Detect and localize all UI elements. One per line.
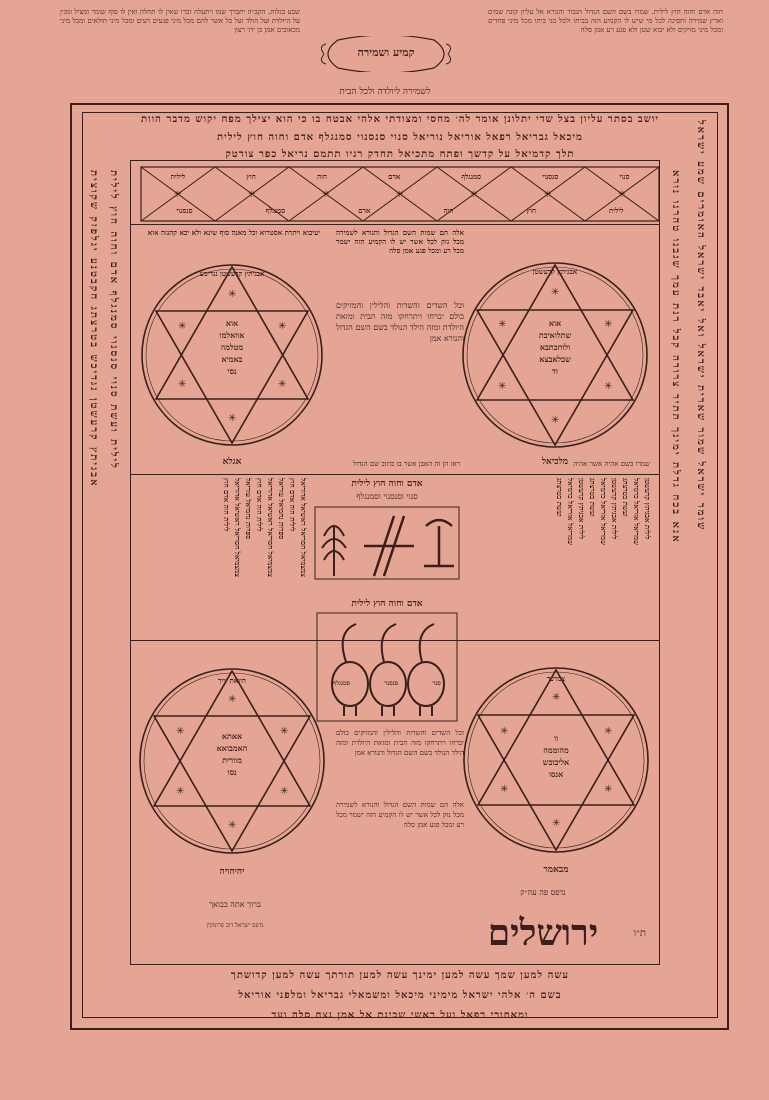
column-text: צמצמיאל חסריאל ראשיאל אדוריאל: [266, 478, 275, 577]
border-bottom-line-1: עשה למען שמך עשה למען ימינך עשה למען תורתך עשה למען קדושתך: [230, 970, 570, 981]
svg-text:✳: ✳: [178, 321, 187, 332]
border-left-inner: לילית ועשת סנוי סנסנוי סמנגלף אדם וחוה חוץ לילית: [108, 170, 119, 470]
lattice-word: חוה: [443, 206, 454, 215]
svg-text:✳: ✳: [322, 190, 330, 200]
svg-text:✳: ✳: [604, 319, 613, 330]
amulet-ring-text: אבגיתץ קרעשטן נגדיכש: [199, 269, 265, 278]
svg-text:✳: ✳: [248, 190, 256, 200]
three-figures-icon: [316, 612, 458, 722]
svg-text:✳: ✳: [228, 289, 237, 300]
lattice-word: סנסנוי: [176, 206, 193, 215]
amulet-center-line: אליבובש: [542, 757, 570, 767]
lattice-words-row: [140, 172, 660, 181]
amulet-center-line: שתלואיבת: [538, 330, 572, 340]
column-text: לילית אבגיתץ קרעשטן: [643, 478, 652, 540]
svg-text:✳: ✳: [500, 784, 509, 795]
lattice-word: חוץ: [246, 172, 256, 181]
lattice-word: לילית: [609, 206, 624, 215]
column-text: ספרות נחמיאל עזריאל: [244, 478, 253, 540]
border-left-outer: אבגיתץ קרעשטן נגדיכש בטרצתג חקבטנע יגלפזק שקוצית: [88, 170, 99, 488]
lattice-word: חוץ: [526, 206, 537, 215]
page-title: קמיע ושמירה: [357, 46, 415, 59]
mid-left-note: ראו הן זה האבן אשר בו כתוב שם הגדול: [352, 460, 460, 468]
column-text: לילית חוה אדם חוץ: [222, 478, 231, 532]
center-bottom-text-cont: אלה הם שמות השם הגדול והנורא לשמירה מכל נזק לכל אשר יש לו הקמיע הזה ישמר מכל רע ומכל פגע אמן סלה: [336, 801, 464, 829]
svg-text:✳: ✳: [618, 190, 626, 200]
amulet-top-left: [138, 255, 326, 455]
svg-text:✳: ✳: [552, 692, 561, 703]
border-bottom-line-2: בשם ה׳ אלהי ישראל מימיני מיכאל ומשמאלי גבריאל ומלפני אוריאל: [238, 990, 562, 1001]
svg-text:✳: ✳: [176, 786, 185, 797]
svg-text:✳: ✳: [178, 379, 187, 390]
page-subtitle: לשמירה ליולדה ולכל הבית: [339, 87, 431, 97]
border-right-inner: אנא בכח גדלת ימינך תתיר צרורה קבל רנת עמך שגבנו טהרנו נורא: [670, 170, 681, 544]
svg-text:✳: ✳: [228, 820, 237, 831]
blessing-line: ברוך אתה בבואך: [209, 900, 261, 909]
figure-label: סמנגלף: [333, 680, 350, 687]
lattice-word: סנסנוי: [542, 172, 559, 181]
printed-at: נדפס פה עה״ק: [520, 888, 566, 897]
column-text: ספרות נחמיאל עזריאל: [277, 478, 286, 540]
amulet-label: מלכיאל: [541, 457, 569, 467]
intro-left-text: יעיבוא ויתרת אסטרוא וכל מאנה סוף שינא ולא יכא קהנזה אוא: [147, 228, 320, 237]
mid-right-note: שמרו בשם אהיה אשר אהיה: [573, 460, 650, 468]
svg-text:✳: ✳: [228, 694, 237, 705]
center-bottom-text: וכל השדים והשדות והלילין והמזיקים כולם יברחו ויתרחקו מזה הבית ומזאת היולדת ומזה הילד הנולד בשם השם הגדול והנורא אמן: [336, 729, 464, 757]
svg-text:✳: ✳: [470, 190, 478, 200]
amulet-center-line: אוואלמו: [219, 330, 245, 340]
amulet-center-line: באמיא: [221, 354, 243, 364]
column-text: לילית אבגיתץ קרעשטן: [577, 478, 586, 540]
amulet-center-line: האמבואא: [216, 743, 248, 753]
svg-text:✳: ✳: [174, 190, 182, 200]
center-top-text: אלה הם שמות השם הגדול והנורא לשמירה מכל נזק לכל אשר יש לו הקמיע הזה ישמר מכל רע ומכל פגע אמן סלה: [336, 228, 464, 255]
column-text: שמריאל אזריאל כרמיאל: [632, 478, 641, 546]
amulet-center-line: אאתא: [221, 731, 243, 741]
amulet-center-line: מהוממה: [543, 745, 569, 755]
divider: [130, 640, 660, 641]
amulet-label: יהיהויה: [219, 867, 245, 877]
svg-text:✳: ✳: [176, 726, 185, 737]
lattice-word: סנוי: [619, 172, 630, 181]
column-text: שמריאל אזריאל כרמיאל: [566, 478, 575, 546]
amulet-center-line: אנסו: [548, 769, 564, 779]
amulet-center-line: שבלאבצא: [539, 354, 571, 364]
amulet-ring-text: אבגיתץ קרעשטן: [532, 267, 578, 276]
lattice-words-row-lower: [140, 206, 660, 215]
svg-text:✳: ✳: [278, 321, 287, 332]
city-name: ירושלים: [487, 912, 599, 954]
lattice-word: חוה: [317, 172, 327, 181]
border-bottom-line-3: ומאחורי רפאל ועל ראשי שכינת אל אמן נצח סלה ועד: [271, 1010, 529, 1021]
column-text: ועשת בטרצתג: [621, 478, 630, 517]
column-text: לילית חוה אדם חוץ: [288, 478, 297, 532]
amulet-label: אגלא: [222, 457, 242, 467]
column-text: ועשת בטרצתג: [555, 478, 564, 517]
column-text: לילית חוה אדם חוץ: [255, 478, 264, 532]
border-right-outer: שומר ישראל שמור שארית ישראל ואל יאבד ישראל האומרים שמע ישראל: [695, 120, 706, 532]
svg-text:✳: ✳: [552, 818, 561, 829]
header-right-text: חוה אדם וחוה חוץ לילית. שמרו בשם השם הגדול הגבור והנורא אל עליון קונה שמים וארץ שמירה וחסינה לכל מי שיש לו הקמיע הזה בביתו ולכל בני ביתו מכל מיני פחדים ומכל מיני מזיקים ולא יבוא שטן ולא פגע רע אמן סלה: [488, 8, 723, 34]
svg-text:✳: ✳: [278, 379, 287, 390]
amulet-center-line: ולוחכתבא: [539, 342, 571, 352]
svg-text:✳: ✳: [280, 786, 289, 797]
imprint-line: נדפס ישראל דוב פרומקין: [206, 922, 264, 929]
figure-labels-row: [316, 680, 458, 687]
svg-text:✳: ✳: [228, 413, 237, 424]
amulet-center-line: וד: [552, 366, 558, 376]
column-text: צמצמיאל חסריאל ראשיאל אדוריאל: [299, 478, 308, 577]
figure-title-lower: אדם וחוה חוץ לילית: [351, 599, 423, 609]
svg-text:✳: ✳: [551, 415, 560, 426]
amulet-ring-text: צמרכד: [546, 674, 566, 683]
svg-text:✳: ✳: [498, 381, 507, 392]
svg-text:✳: ✳: [280, 726, 289, 737]
lattice-word: אדם: [358, 206, 371, 215]
figure-label: סנסנוי: [384, 680, 399, 687]
column-text: שמריאל אזריאל כרמיאל: [599, 478, 608, 546]
header-left-text: שבע בגלות. הקב״ה יתברך שמו ויתעלה זכרו שאין לו תחלה ואין לו סוף שומר ומציל ומגין על היולדת ועל הולד ועל כל אשר להם מכל מיני פגעים רעים ומכל מיני חולאים ומכל מיני מכאובים אמן כן יהי רצון: [60, 8, 300, 34]
lattice-word: סמנגלף: [461, 172, 482, 181]
column-text: ועשת בטרצתג: [588, 478, 597, 517]
divider: [130, 224, 660, 225]
city-suffix: ת״ו: [633, 928, 646, 939]
amulet-bottom-left: [134, 660, 330, 862]
column-text: לילית אבגיתץ קרעשטן: [610, 478, 619, 540]
svg-text:✳: ✳: [500, 726, 509, 737]
svg-text:✳: ✳: [604, 726, 613, 737]
amulet-top-right: [458, 253, 652, 457]
figure-title: אדם וחוה חוץ לילית: [351, 479, 423, 489]
svg-text:✳: ✳: [604, 381, 613, 392]
lattice-word: סמנגלף: [265, 206, 286, 215]
amulet-ring-text: היואת זייך: [218, 676, 246, 685]
svg-text:✳: ✳: [604, 784, 613, 795]
lattice-word: לילית: [170, 172, 186, 181]
amulet-center-line: נסי: [227, 366, 237, 376]
amulet-center-line: וו: [553, 733, 559, 743]
figure-label: סנוי: [432, 680, 441, 687]
amulet-bottom-right: [458, 660, 654, 860]
amulet-center-line: נסו: [227, 767, 237, 777]
center-top-text-cont: וכל השדים והשדות והלילין והמזיקים כולם יברחו ויתרחקו מזה הבית ומזאת היולדת ומזה הילד הנולד בשם השם הגדול והנורא אמן: [336, 301, 464, 343]
svg-text:✳: ✳: [544, 190, 552, 200]
amulet-center-line: מטלמוז: [220, 342, 244, 352]
figure-subtitle: סנוי וסנסנוי וסמנגלף: [356, 492, 418, 501]
amulet-center-line: אוא: [225, 318, 239, 328]
border-top-line-1: יושב בסתר עליון בצל שדי יתלונן אומר לה׳ מחסי ומצודתי אלהי אבטח בו כי הוא יצילך מפח יקוש מדבר הוות: [140, 114, 660, 125]
svg-text:✳: ✳: [551, 287, 560, 298]
column-text: צמצמיאל חסריאל ראשיאל אדוריאל: [233, 478, 242, 577]
left-text-columns: [140, 478, 308, 638]
city-imprint: [468, 900, 646, 960]
amulet-center-line: אוא: [548, 318, 562, 328]
divider: [130, 474, 660, 475]
amulet-center-line: מוורית: [222, 755, 242, 765]
svg-text:✳: ✳: [396, 190, 404, 200]
right-text-columns: [462, 478, 652, 638]
lattice-word: אדם: [388, 172, 401, 181]
svg-text:✳: ✳: [498, 319, 507, 330]
figure-ornament-icon: [314, 506, 460, 580]
border-top-line-2: מיכאל גבריאל רפאל אוריאל נוריאל סנוי סנסנוי סמנגלף אדם וחוה חוץ לילית: [217, 132, 583, 143]
border-top-line-3: תלך קדמיאל על קדשך ופתח מתכיאל תחדק רגיו תתמם נריאל כפר צורטק: [225, 149, 575, 160]
amulet-label: מבאמר: [543, 865, 569, 875]
